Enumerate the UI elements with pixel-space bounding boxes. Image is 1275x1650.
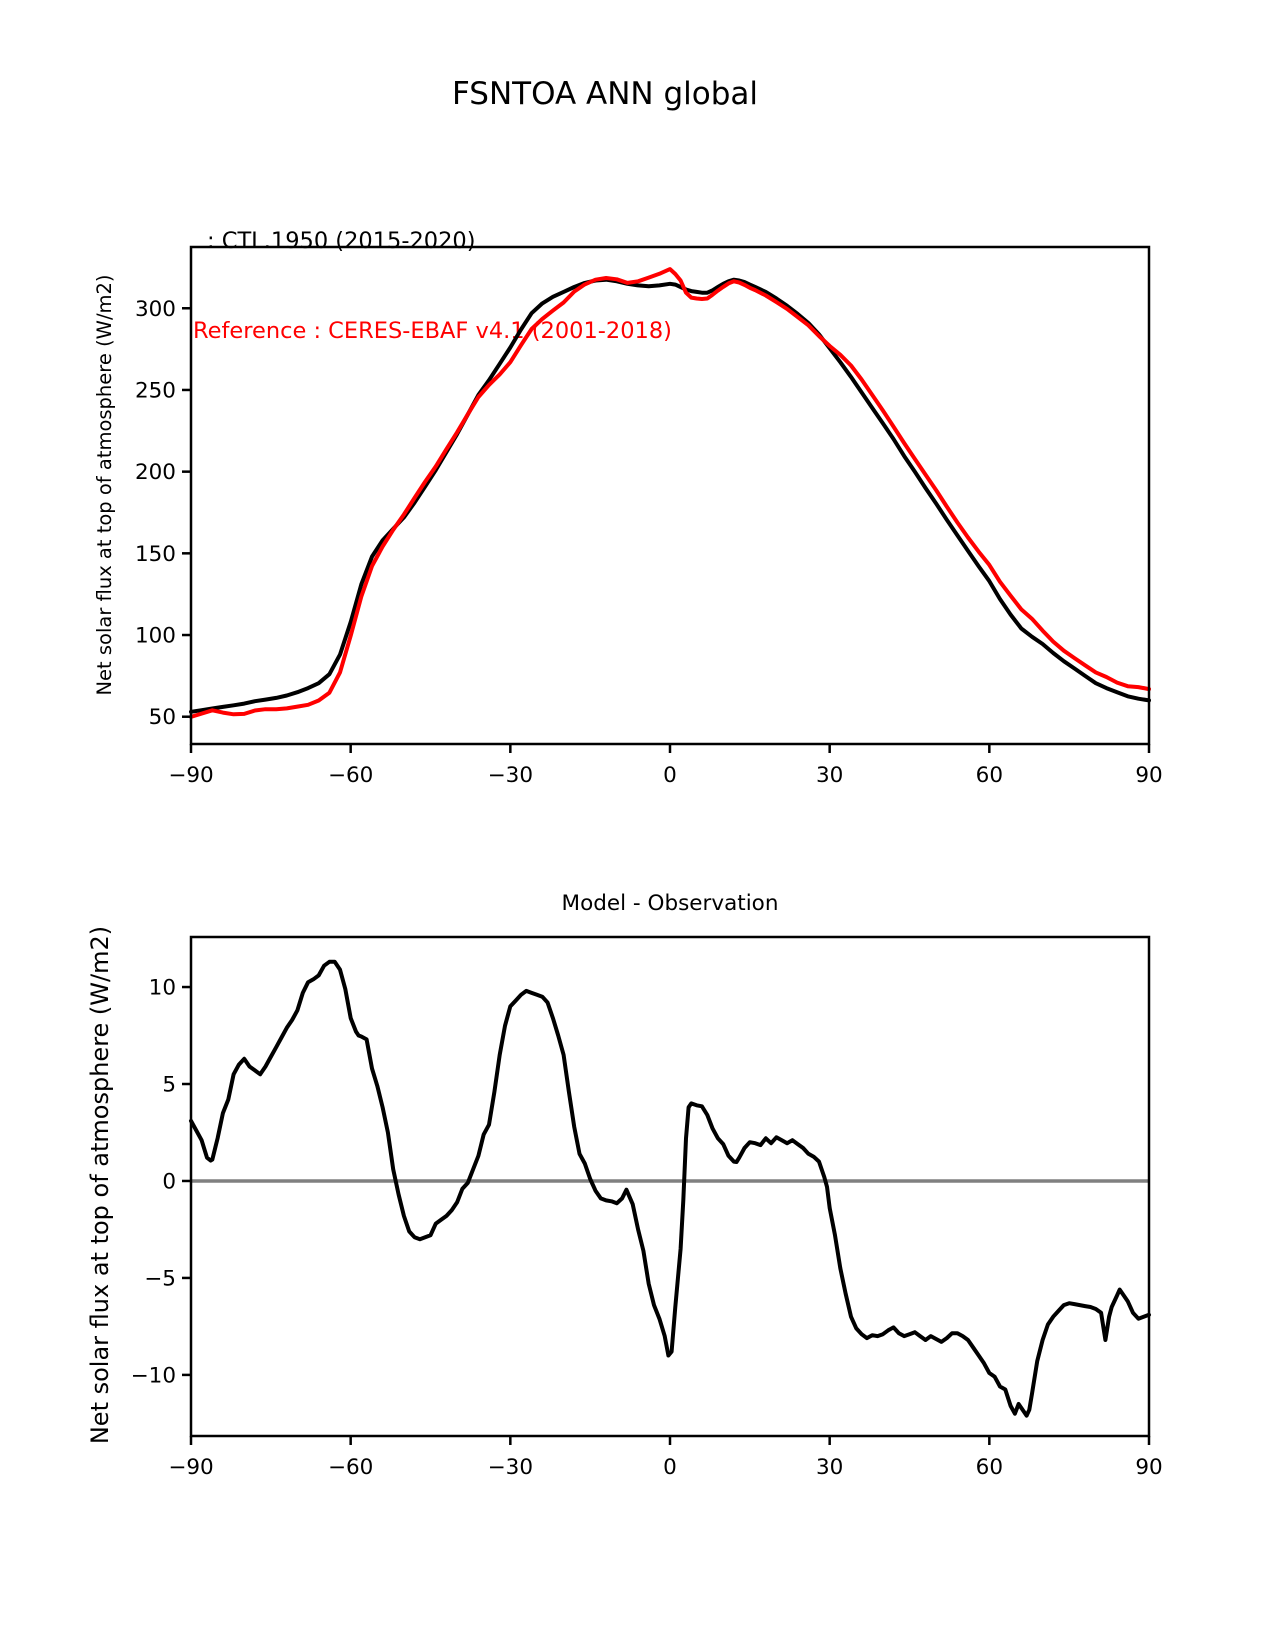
svg-text:250: 250: [134, 378, 176, 404]
svg-text:60: 60: [975, 1455, 1004, 1480]
figure-title: FSNTOA ANN global: [452, 76, 758, 112]
svg-text:0: 0: [162, 1169, 176, 1195]
svg-text:−90: −90: [168, 763, 214, 788]
legend: [193, 166, 672, 406]
svg-text:150: 150: [134, 541, 176, 567]
svg-text:90: 90: [1135, 1455, 1163, 1480]
bottom-chart-title: Model - Observation: [561, 891, 779, 916]
svg-text:−5: −5: [144, 1266, 176, 1292]
svg-text:−60: −60: [327, 1455, 374, 1480]
svg-text:−60: −60: [327, 763, 374, 788]
svg-text:0: 0: [663, 1455, 677, 1480]
svg-text:−30: −30: [487, 1455, 534, 1480]
legend-reference-label: Reference : CERES-EBAF v4.1 (2001-2018): [193, 318, 672, 344]
svg-text:5: 5: [162, 1072, 176, 1098]
legend-model-label: : CTL.1950 (2015-2020): [207, 228, 476, 254]
svg-text:10: 10: [148, 975, 176, 1001]
svg-text:−90: −90: [168, 1455, 214, 1480]
svg-text:60: 60: [975, 763, 1004, 788]
svg-text:30: 30: [815, 1455, 844, 1480]
svg-text:50: 50: [148, 705, 176, 731]
svg-text:200: 200: [134, 460, 176, 486]
svg-text:100: 100: [134, 623, 176, 649]
bottom-chart-ylabel: Net solar flux at top of atmosphere (W/m2): [86, 925, 114, 1445]
svg-text:−10: −10: [130, 1363, 176, 1389]
svg-text:90: 90: [1135, 763, 1163, 788]
svg-text:300: 300: [134, 296, 176, 322]
svg-text:30: 30: [815, 763, 844, 788]
svg-text:0: 0: [663, 763, 677, 788]
svg-text:−30: −30: [487, 763, 534, 788]
top-chart-ylabel: Net solar flux at top of atmosphere (W/m2): [93, 274, 116, 696]
